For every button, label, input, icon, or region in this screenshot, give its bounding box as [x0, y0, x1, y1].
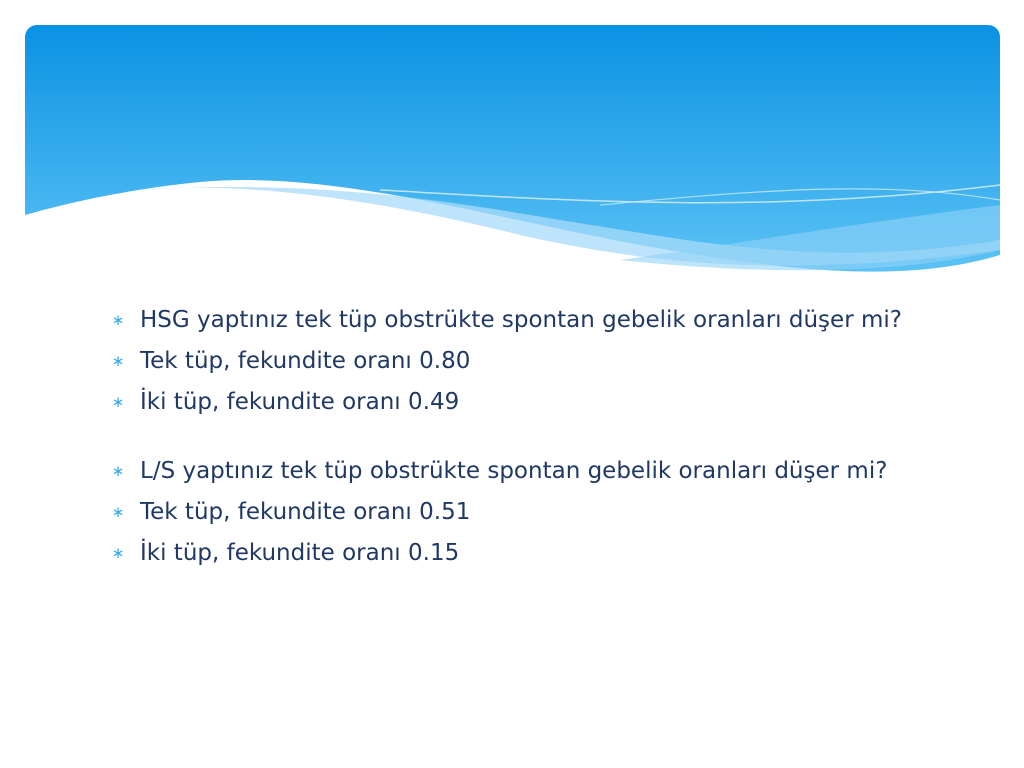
- header-wave-banner: [0, 0, 1024, 290]
- asterisk-icon: ∗: [111, 352, 125, 370]
- bullet-item: [108, 304, 908, 336]
- bullet-item: [108, 455, 908, 487]
- bullet-item: [108, 496, 908, 528]
- asterisk-icon: ∗: [111, 544, 125, 562]
- asterisk-icon: ∗: [111, 393, 125, 411]
- bullet-item: [108, 386, 908, 418]
- bullet-text: İki tüp, fekundite oranı 0.49: [140, 389, 460, 415]
- asterisk-icon: ∗: [111, 311, 125, 329]
- bullet-item: [108, 537, 908, 569]
- bullet-content: [108, 304, 908, 578]
- bullet-item: [108, 345, 908, 377]
- bullet-text: L/S yaptınız tek tüp obstrükte spontan gebelik oranları düşer mi?: [140, 458, 888, 484]
- asterisk-icon: ∗: [111, 462, 125, 480]
- bullet-text: Tek tüp, fekundite oranı 0.51: [140, 499, 471, 525]
- bullet-text: Tek tüp, fekundite oranı 0.80: [140, 348, 471, 374]
- bullet-text: HSG yaptınız tek tüp obstrükte spontan gebelik oranları düşer mi?: [140, 307, 902, 333]
- asterisk-icon: ∗: [111, 503, 125, 521]
- bullet-text: İki tüp, fekundite oranı 0.15: [140, 540, 460, 566]
